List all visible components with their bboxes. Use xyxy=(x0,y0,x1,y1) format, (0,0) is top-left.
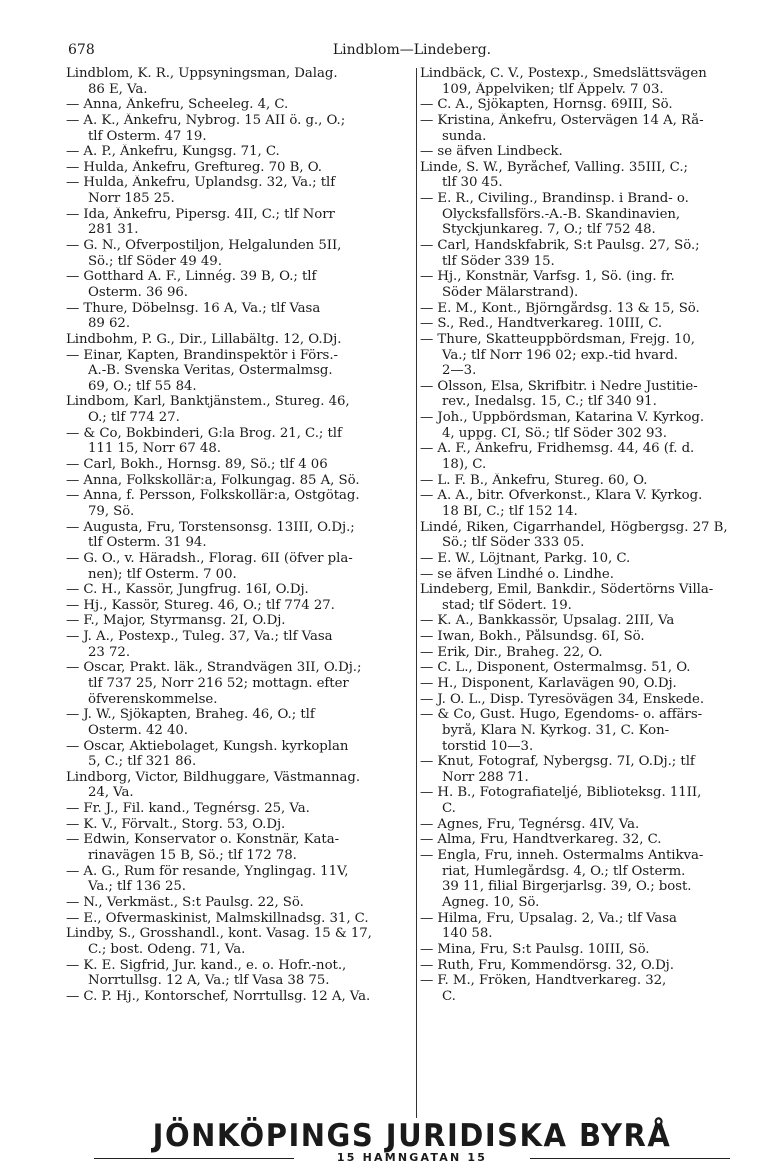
entry-continuation-line: 140 58. xyxy=(442,926,493,942)
directory-entry-line: — se äfven Lindhé o. Lindhe. xyxy=(420,566,614,582)
entry-continuation-line: Ö.; tlf 774 27. xyxy=(88,410,180,426)
directory-entry-line: Lindbohm, P. G., Dir., Lillabältg. 12, Ö.Dj. xyxy=(66,331,342,347)
entry-continuation-line: Österm. 42 40. xyxy=(88,722,188,738)
directory-entry-line: — Einar, Kapten, Brandinspektör i Förs.- xyxy=(66,347,338,363)
directory-entry-line: — Engla, Fru, inneh. Östermalms Antikva- xyxy=(420,848,704,864)
directory-entry-line: — Hj., Konstnär, Varfsg. 1, Sö. (ing. fr. xyxy=(420,269,675,285)
directory-entry-line: — H. B., Fotografiateljé, Biblioteksg. 11II, xyxy=(420,785,702,801)
entry-continuation-line: Söder Mälarstrand). xyxy=(442,284,579,300)
directory-entry-line: — Agnes, Fru, Tegnérsg. 4IV, Va. xyxy=(420,816,640,832)
directory-entry-line: — S., Red., Handtverkareg. 10III, C. xyxy=(420,316,663,332)
page-number: 678 xyxy=(68,42,95,58)
left-column xyxy=(66,66,414,1004)
directory-entry-line: — Erik, Dir., Braheg. 22, Ö. xyxy=(420,644,603,660)
directory-entry-line: — Hulda, Änkefru, Greftureg. 70 B, Ö. xyxy=(66,159,322,175)
directory-entry-line: — Mina, Fru, S:t Paulsg. 10III, Sö. xyxy=(420,941,650,957)
entry-continuation-line: Norrtullsg. 12 A, Va.; tlf Vasa 38 75. xyxy=(88,973,330,989)
entry-continuation-line: Agneg. 10, Sö. xyxy=(442,894,540,910)
directory-entry-line: — C. L., Disponent, Östermalmsg. 51, Ö. xyxy=(420,660,691,676)
entry-continuation-line: Va.; tlf 136 25. xyxy=(88,879,186,895)
directory-entry-line: — Gotthard A. F., Linnég. 39 B, Ö.; tlf xyxy=(66,269,317,285)
entry-continuation-line: 2—3. xyxy=(442,363,477,379)
directory-entry-line: — C. H., Kassör, Jungfrug. 16I, Ö.Dj. xyxy=(66,582,309,598)
entry-continuation-line: Österm. 36 96. xyxy=(88,284,188,300)
directory-entry-line: — G. O., v. Häradsh., Florag. 6II (öfver pla- xyxy=(66,550,353,566)
entry-continuation-line: Norr 288 71. xyxy=(442,769,529,785)
entry-continuation-line: riat, Humlegårdsg. 4, Ö.; tlf Österm. xyxy=(442,863,686,879)
directory-entry-line: — & Co, Bokbinderi, G:la Brog. 21, C.; tlf xyxy=(66,425,342,441)
entry-continuation-line: rev., Inedalsg. 15, C.; tlf 340 91. xyxy=(442,394,657,410)
directory-entry-line: — C. P. Hj., Kontorschef, Norrtullsg. 12 A, Va. xyxy=(66,988,371,1004)
entry-continuation-line: 18), C. xyxy=(442,457,487,473)
directory-entry-line: — A. K., Änkefru, Nybrog. 15 AII ö. g., Ö.; xyxy=(66,112,346,128)
entry-continuation-line: 79, Sö. xyxy=(88,503,135,519)
entry-continuation-line: Va.; tlf Norr 196 02; exp.-tid hvard. xyxy=(442,347,678,363)
directory-entry-line: — Olsson, Elsa, Skrifbitr. i Nedre Justitie- xyxy=(420,378,698,394)
directory-entry-line: — E. R., Civiling., Brandinsp. i Brand- o. xyxy=(420,191,689,207)
entry-continuation-line: 18 BI, C.; tlf 152 14. xyxy=(442,503,578,519)
directory-entry-line: — E., Öfvermaskinist, Malmskillnadsg. 31, C. xyxy=(66,910,369,926)
entry-continuation-line: 39 11, filial Birgerjarlsg. 39, Ö.; bost. xyxy=(442,879,692,895)
entry-continuation-line: sunda. xyxy=(442,128,487,144)
entry-continuation-line: byrå, Klara N. Kyrkog. 31, C. Kon- xyxy=(442,722,670,738)
directory-entry-line: Linde, S. W., Byråchef, Valling. 35III, C.; xyxy=(420,159,688,175)
directory-entry-line: — Hj., Kassör, Stureg. 46, Ö.; tlf 774 27. xyxy=(66,597,335,613)
directory-entry-line: — Anna, Folkskollär:a, Folkungag. 85 A, Sö. xyxy=(66,472,360,488)
directory-entry-line: — Carl, Bokh., Hornsg. 89, Sö.; tlf 4 06 xyxy=(66,457,328,473)
directory-entry-line: — Augusta, Fru, Torstensonsg. 13III, Ö.Dj.; xyxy=(66,519,355,535)
directory-entry-line: — & Co, Gust. Hugo, Egendoms- o. affärs- xyxy=(420,707,703,723)
entry-continuation-line: C.; bost. Odeng. 71, Va. xyxy=(88,941,246,957)
entry-continuation-line: 86 E, Va. xyxy=(88,81,148,97)
entry-continuation-line: 5, C.; tlf 321 86. xyxy=(88,754,197,770)
directory-entry-line: — A. A., bitr. Öfverkonst., Klara V. Kyrkog. xyxy=(420,488,703,504)
directory-entry-line: Lindeberg, Emil, Bankdir., Södertörns Villa- xyxy=(420,582,714,598)
directory-entry-line: — F. M., Fröken, Handtverkareg. 32, xyxy=(420,973,667,989)
directory-entry-line: Lindby, S., Grosshandl., kont. Vasag. 15 & 17, xyxy=(66,926,372,942)
entry-continuation-line: tlf Söder 339 15. xyxy=(442,253,555,269)
entry-continuation-line: C. xyxy=(442,801,456,817)
directory-entry-line: — E. W., Löjtnant, Parkg. 10, C. xyxy=(420,550,631,566)
entry-continuation-line: tlf 30 45. xyxy=(442,175,503,191)
directory-entry-line: — F., Major, Styrmansg. 2I, Ö.Dj. xyxy=(66,613,286,629)
entry-continuation-line: C. xyxy=(442,988,456,1004)
running-title: Lindblom—Lindeberg. xyxy=(332,42,492,58)
entry-continuation-line: 4, uppg. CI, Sö.; tlf Söder 302 93. xyxy=(442,425,667,441)
directory-entry-line: Lindblom, K. R., Uppsyningsman, Dalag. xyxy=(66,66,338,81)
entry-continuation-line: rinavägen 15 B, Sö.; tlf 172 78. xyxy=(88,848,297,864)
entry-continuation-line: Sö.; tlf Söder 49 49. xyxy=(88,253,222,269)
directory-entry-line: — K. V., Förvalt., Storg. 53, Ö.Dj. xyxy=(66,816,286,832)
entry-continuation-line: öfverenskommelse. xyxy=(88,691,218,707)
directory-entry-line: — A. F., Änkefru, Fridhemsg. 44, 46 (f. d. xyxy=(420,441,695,457)
address-text: 15 HAMNGATAN 15 xyxy=(336,1151,488,1164)
directory-entry-line: — Hilma, Fru, Upsalag. 2, Va.; tlf Vasa xyxy=(420,910,677,926)
directory-entry-line: — A. G., Rum för resande, Ynglingag. 11V, xyxy=(66,863,349,879)
directory-entry-line: — se äfven Lindbeck. xyxy=(420,144,563,160)
entry-continuation-line: 109, Äppelviken; tlf Äppelv. 7 03. xyxy=(442,81,664,97)
directory-entry-line: Lindbäck, C. V., Postexp., Smedslättsvägen xyxy=(420,66,707,81)
entry-continuation-line: 281 31. xyxy=(88,222,139,238)
column-divider xyxy=(416,68,417,1118)
entry-continuation-line: Styckjunkareg. 7, Ö.; tlf 752 48. xyxy=(442,222,656,238)
directory-entry-line: — Alma, Fru, Handtverkareg. 32, C. xyxy=(420,832,662,848)
entry-continuation-line: tlf 737 25, Norr 216 52; mottagn. efter xyxy=(88,675,349,691)
directory-entry-line: — N., Verkmäst., S:t Paulsg. 22, Sö. xyxy=(66,894,304,910)
directory-entry-line: Lindborg, Victor, Bildhuggare, Västmannag. xyxy=(66,769,361,785)
directory-entry-line: — Joh., Uppbördsman, Katarina V. Kyrkog. xyxy=(420,410,705,426)
directory-entry-line: — Oscar, Prakt. läk., Strandvägen 3II, Ö.Dj.; xyxy=(66,660,362,676)
directory-entry-line: Lindbom, Karl, Banktjänstem., Stureg. 46, xyxy=(66,394,350,410)
entry-continuation-line: Olycksfallsförs.-A.-B. Skandinavien, xyxy=(442,206,681,222)
directory-entry-line: — Knut, Fotograf, Nybergsg. 7I, Ö.Dj.; tlf xyxy=(420,754,695,770)
directory-entry-line: — K. E. Sigfrid, Jur. kand., e. o. Hofr.-not., xyxy=(66,957,347,973)
entry-continuation-line: 23 72. xyxy=(88,644,130,660)
entry-continuation-line: 69, Ö.; tlf 55 84. xyxy=(88,378,197,394)
directory-entry-line: — Anna, f. Persson, Folkskollär:a, Östgötag. xyxy=(66,488,360,504)
advertisement-title: JÖNKÖPINGS JURIDISKA BYRÅ xyxy=(152,1116,672,1154)
entry-continuation-line: 89 62. xyxy=(88,316,130,332)
directory-entry-line: — Oscar, Aktiebolaget, Kungsh. kyrkoplan xyxy=(66,738,349,754)
entry-continuation-line: nen); tlf Österm. 7 00. xyxy=(88,566,237,582)
entry-continuation-line: 111 15, Norr 67 48. xyxy=(88,441,221,457)
directory-entry-line: — Carl, Handskfabrik, S:t Paulsg. 27, Sö.; xyxy=(420,238,700,254)
entry-continuation-line: torstid 10—3. xyxy=(442,738,534,754)
entry-continuation-line: stad; tlf Södert. 19. xyxy=(442,597,572,613)
directory-entry-line: — E. M., Kont., Björngårdsg. 13 & 15, Sö. xyxy=(420,300,700,316)
entry-continuation-line: Sö.; tlf Söder 333 05. xyxy=(442,535,585,551)
directory-entry-line: — Kristina, Änkefru, Östervägen 14 A, Rå- xyxy=(420,112,704,128)
entry-continuation-line: tlf Österm. 31 94. xyxy=(88,535,207,551)
directory-entry-line: — Anna, Änkefru, Scheeleg. 4, C. xyxy=(66,97,289,113)
entry-continuation-line: Norr 185 25. xyxy=(88,191,175,207)
directory-entry-line: — Iwan, Bokh., Pålsundsg. 6I, Sö. xyxy=(420,629,645,645)
directory-entry-line: Lindé, Riken, Cigarrhandel, Högbergsg. 27 B, xyxy=(420,519,728,535)
directory-entry-line: — A. P., Änkefru, Kungsg. 71, C. xyxy=(66,144,280,160)
directory-entry-line: — G. N., Öfverpostiljon, Helgalunden 5II, xyxy=(66,238,342,254)
directory-entry-line: — J. W., Sjökapten, Braheg. 46, Ö.; tlf xyxy=(66,707,315,723)
directory-entry-line: — J. A., Postexp., Tuleg. 37, Va.; tlf Vasa xyxy=(66,629,333,645)
advertisement-address xyxy=(68,1151,756,1165)
directory-entry-line: — C. A., Sjökapten, Hornsg. 69III, Sö. xyxy=(420,97,673,113)
entry-continuation-line: tlf Österm. 47 19. xyxy=(88,128,207,144)
right-column xyxy=(420,66,764,1004)
directory-entry-line: — Thure, Skatteuppbördsman, Frejg. 10, xyxy=(420,331,695,347)
directory-entry-line: — K. A., Bankkassör, Upsalag. 2III, Va xyxy=(420,613,675,629)
directory-entry-line: — Fr. J., Fil. kand., Tegnérsg. 25, Va. xyxy=(66,801,310,817)
directory-entry-line: — Ruth, Fru, Kommendörsg. 32, Ö.Dj. xyxy=(420,957,674,973)
entry-continuation-line: A.-B. Svenska Veritas, Östermalmsg. xyxy=(88,363,333,379)
directory-entry-line: — J. O. L., Disp. Tyresövägen 34, Enskede. xyxy=(420,691,705,707)
directory-entry-line: — Hulda, Änkefru, Uplandsg. 32, Va.; tlf xyxy=(66,175,336,191)
page-header xyxy=(68,42,756,64)
directory-entry-line: — Thure, Döbelnsg. 16 A, Va.; tlf Vasa xyxy=(66,300,321,316)
directory-entry-line: — L. F. B., Änkefru, Stureg. 60, Ö. xyxy=(420,472,648,488)
directory-entry-line: — Ida, Änkefru, Pipersg. 4II, C.; tlf Norr xyxy=(66,206,335,222)
directory-entry-line: — H., Disponent, Karlavägen 90, Ö.Dj. xyxy=(420,675,677,691)
entry-continuation-line: 24, Va. xyxy=(88,785,134,801)
directory-entry-line: — Edwin, Konservator o. Konstnär, Kata- xyxy=(66,832,340,848)
